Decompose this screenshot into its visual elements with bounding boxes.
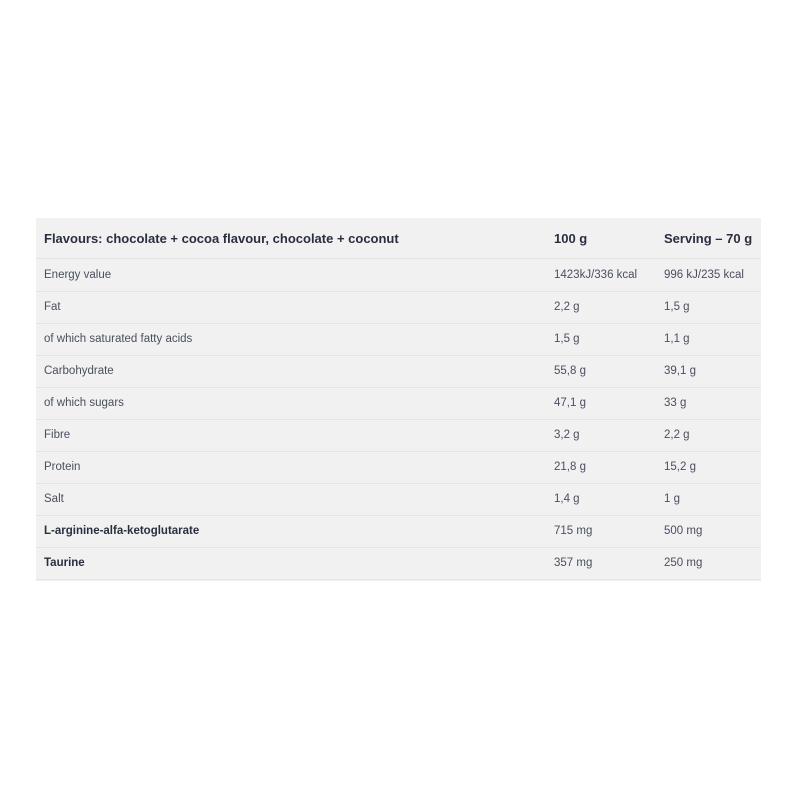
row-serving: 39,1 g (664, 365, 696, 377)
table-row (36, 387, 761, 420)
row-serving: 15,2 g (664, 461, 696, 473)
row-serving: 1,1 g (664, 333, 690, 345)
row-label: Fibre (44, 429, 71, 441)
header-per-100g: 100 g (554, 230, 588, 246)
row-per-100g: 1,4 g (554, 493, 580, 505)
row-label: Taurine (44, 557, 85, 569)
row-label: Fat (44, 301, 61, 313)
table-row (36, 259, 761, 292)
row-label: Carbohydrate (44, 365, 114, 377)
row-serving: 996 kJ/235 kcal (664, 269, 744, 281)
row-serving: 33 g (664, 397, 687, 409)
table-row (36, 323, 761, 356)
nutrition-table (36, 218, 761, 581)
row-label: Energy value (44, 269, 112, 281)
table-row (36, 419, 761, 452)
table-row (36, 483, 761, 516)
row-serving: 250 mg (664, 557, 703, 569)
row-per-100g: 2,2 g (554, 301, 580, 313)
header-flavours: Flavours: chocolate + cocoa flavour, chocolate + coconut (44, 230, 399, 246)
table-row (36, 547, 761, 580)
row-label: Protein (44, 461, 81, 473)
row-serving: 2,2 g (664, 429, 690, 441)
row-per-100g: 55,8 g (554, 365, 586, 377)
table-row (36, 291, 761, 324)
row-label: L-arginine-alfa-ketoglutarate (44, 525, 200, 537)
table-header-row (36, 218, 761, 259)
row-serving: 500 mg (664, 525, 703, 537)
row-serving: 1,5 g (664, 301, 690, 313)
row-per-100g: 1423kJ/336 kcal (554, 269, 638, 281)
row-per-100g: 47,1 g (554, 397, 586, 409)
row-label: of which saturated fatty acids (44, 333, 193, 345)
row-per-100g: 715 mg (554, 525, 593, 537)
table-row (36, 451, 761, 484)
row-per-100g: 357 mg (554, 557, 593, 569)
row-per-100g: 1,5 g (554, 333, 580, 345)
table-row (36, 355, 761, 388)
row-label: Salt (44, 493, 64, 505)
table-row (36, 515, 761, 548)
row-per-100g: 21,8 g (554, 461, 586, 473)
row-serving: 1 g (664, 493, 680, 505)
row-per-100g: 3,2 g (554, 429, 580, 441)
header-serving: Serving – 70 g (664, 230, 753, 246)
row-label: of which sugars (44, 397, 124, 409)
